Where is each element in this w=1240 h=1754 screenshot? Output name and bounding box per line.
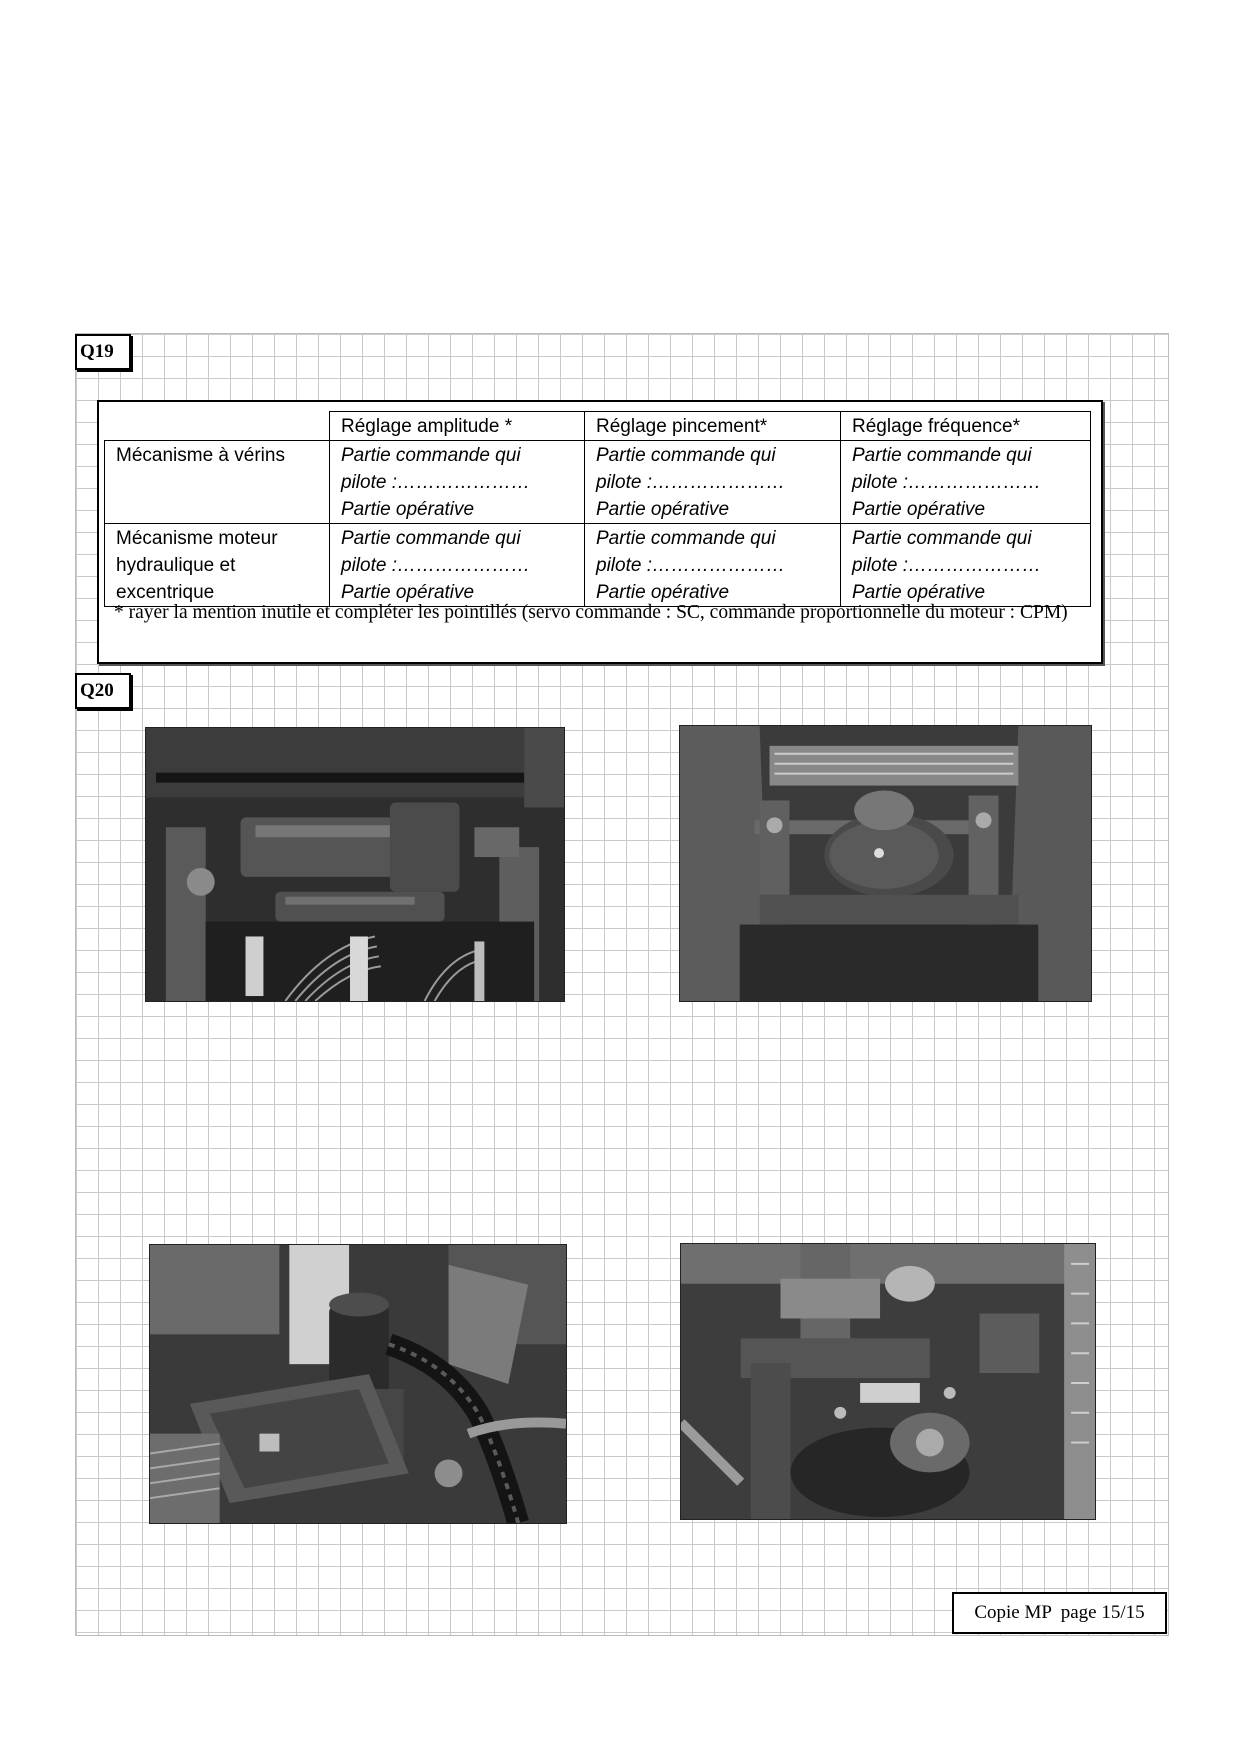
q19-answer-box — [97, 400, 1103, 664]
cell-line: pilote :………………… — [596, 555, 785, 576]
row-label-verins — [105, 441, 330, 524]
table-row — [105, 524, 1091, 607]
row-label-line: Mécanisme à vérins — [116, 445, 285, 466]
question-label-q19: Q19 — [75, 334, 131, 370]
answer-cell[interactable] — [841, 441, 1091, 524]
cell-line: pilote :………………… — [341, 555, 530, 576]
cell-line: Partie opérative — [852, 499, 986, 520]
photo-hydraulic-motor[interactable] — [149, 1244, 567, 1524]
cell-line: Partie opérative — [341, 499, 475, 520]
answer-cell[interactable] — [841, 524, 1091, 607]
photo-hydraulic-cylinders-image — [146, 728, 564, 1001]
cell-line: Partie commande qui — [852, 445, 1032, 466]
cell-line: pilote :………………… — [852, 555, 1041, 576]
row-label-line: excentrique — [116, 582, 215, 603]
answer-cell[interactable] — [330, 524, 585, 607]
table-header-amplitude: Réglage amplitude * — [330, 412, 585, 441]
cell-line: Partie commande qui — [341, 445, 521, 466]
table-header-pincement: Réglage pincement* — [585, 412, 841, 441]
cell-line: Partie commande qui — [341, 528, 521, 549]
q19-table — [104, 411, 1091, 607]
question-label-q20: Q20 — [75, 673, 131, 709]
cell-line: Partie opérative — [596, 582, 730, 603]
table-header-empty — [105, 412, 330, 441]
photo-eccentric-shaft[interactable] — [680, 1243, 1096, 1520]
row-label-line: hydraulique et — [116, 555, 236, 576]
table-row — [105, 441, 1091, 524]
cell-line: pilote :………………… — [341, 472, 530, 493]
answer-cell[interactable] — [585, 524, 841, 607]
photo-pulley-mechanism-image — [680, 726, 1091, 1001]
cell-line: Partie commande qui — [596, 445, 776, 466]
cell-line: pilote :………………… — [852, 472, 1041, 493]
answer-cell[interactable] — [585, 441, 841, 524]
row-label-line: Mécanisme moteur — [116, 528, 278, 549]
photo-hydraulic-cylinders[interactable] — [145, 727, 565, 1002]
cell-line: pilote :………………… — [596, 472, 785, 493]
table-header-row — [105, 412, 1091, 441]
page-footer: Copie MP page 15/15 — [952, 1592, 1167, 1634]
cell-line: Partie opérative — [341, 582, 475, 603]
photo-hydraulic-motor-image — [150, 1245, 566, 1523]
table-header-frequence: Réglage fréquence* — [841, 412, 1091, 441]
cell-line: Partie commande qui — [852, 528, 1032, 549]
cell-line: Partie commande qui — [596, 528, 776, 549]
answer-cell[interactable] — [330, 441, 585, 524]
photo-pulley-mechanism[interactable] — [679, 725, 1092, 1002]
photo-eccentric-shaft-image — [681, 1244, 1095, 1519]
cell-line: Partie opérative — [596, 499, 730, 520]
q19-instruction-note: * rayer la mention inutile et compléter les pointillés (servo commande : SC, commande proportionnelle du moteur : CPM) — [114, 602, 1068, 623]
cell-line: Partie opérative — [852, 582, 986, 603]
row-label-moteur-hydraulique — [105, 524, 330, 607]
